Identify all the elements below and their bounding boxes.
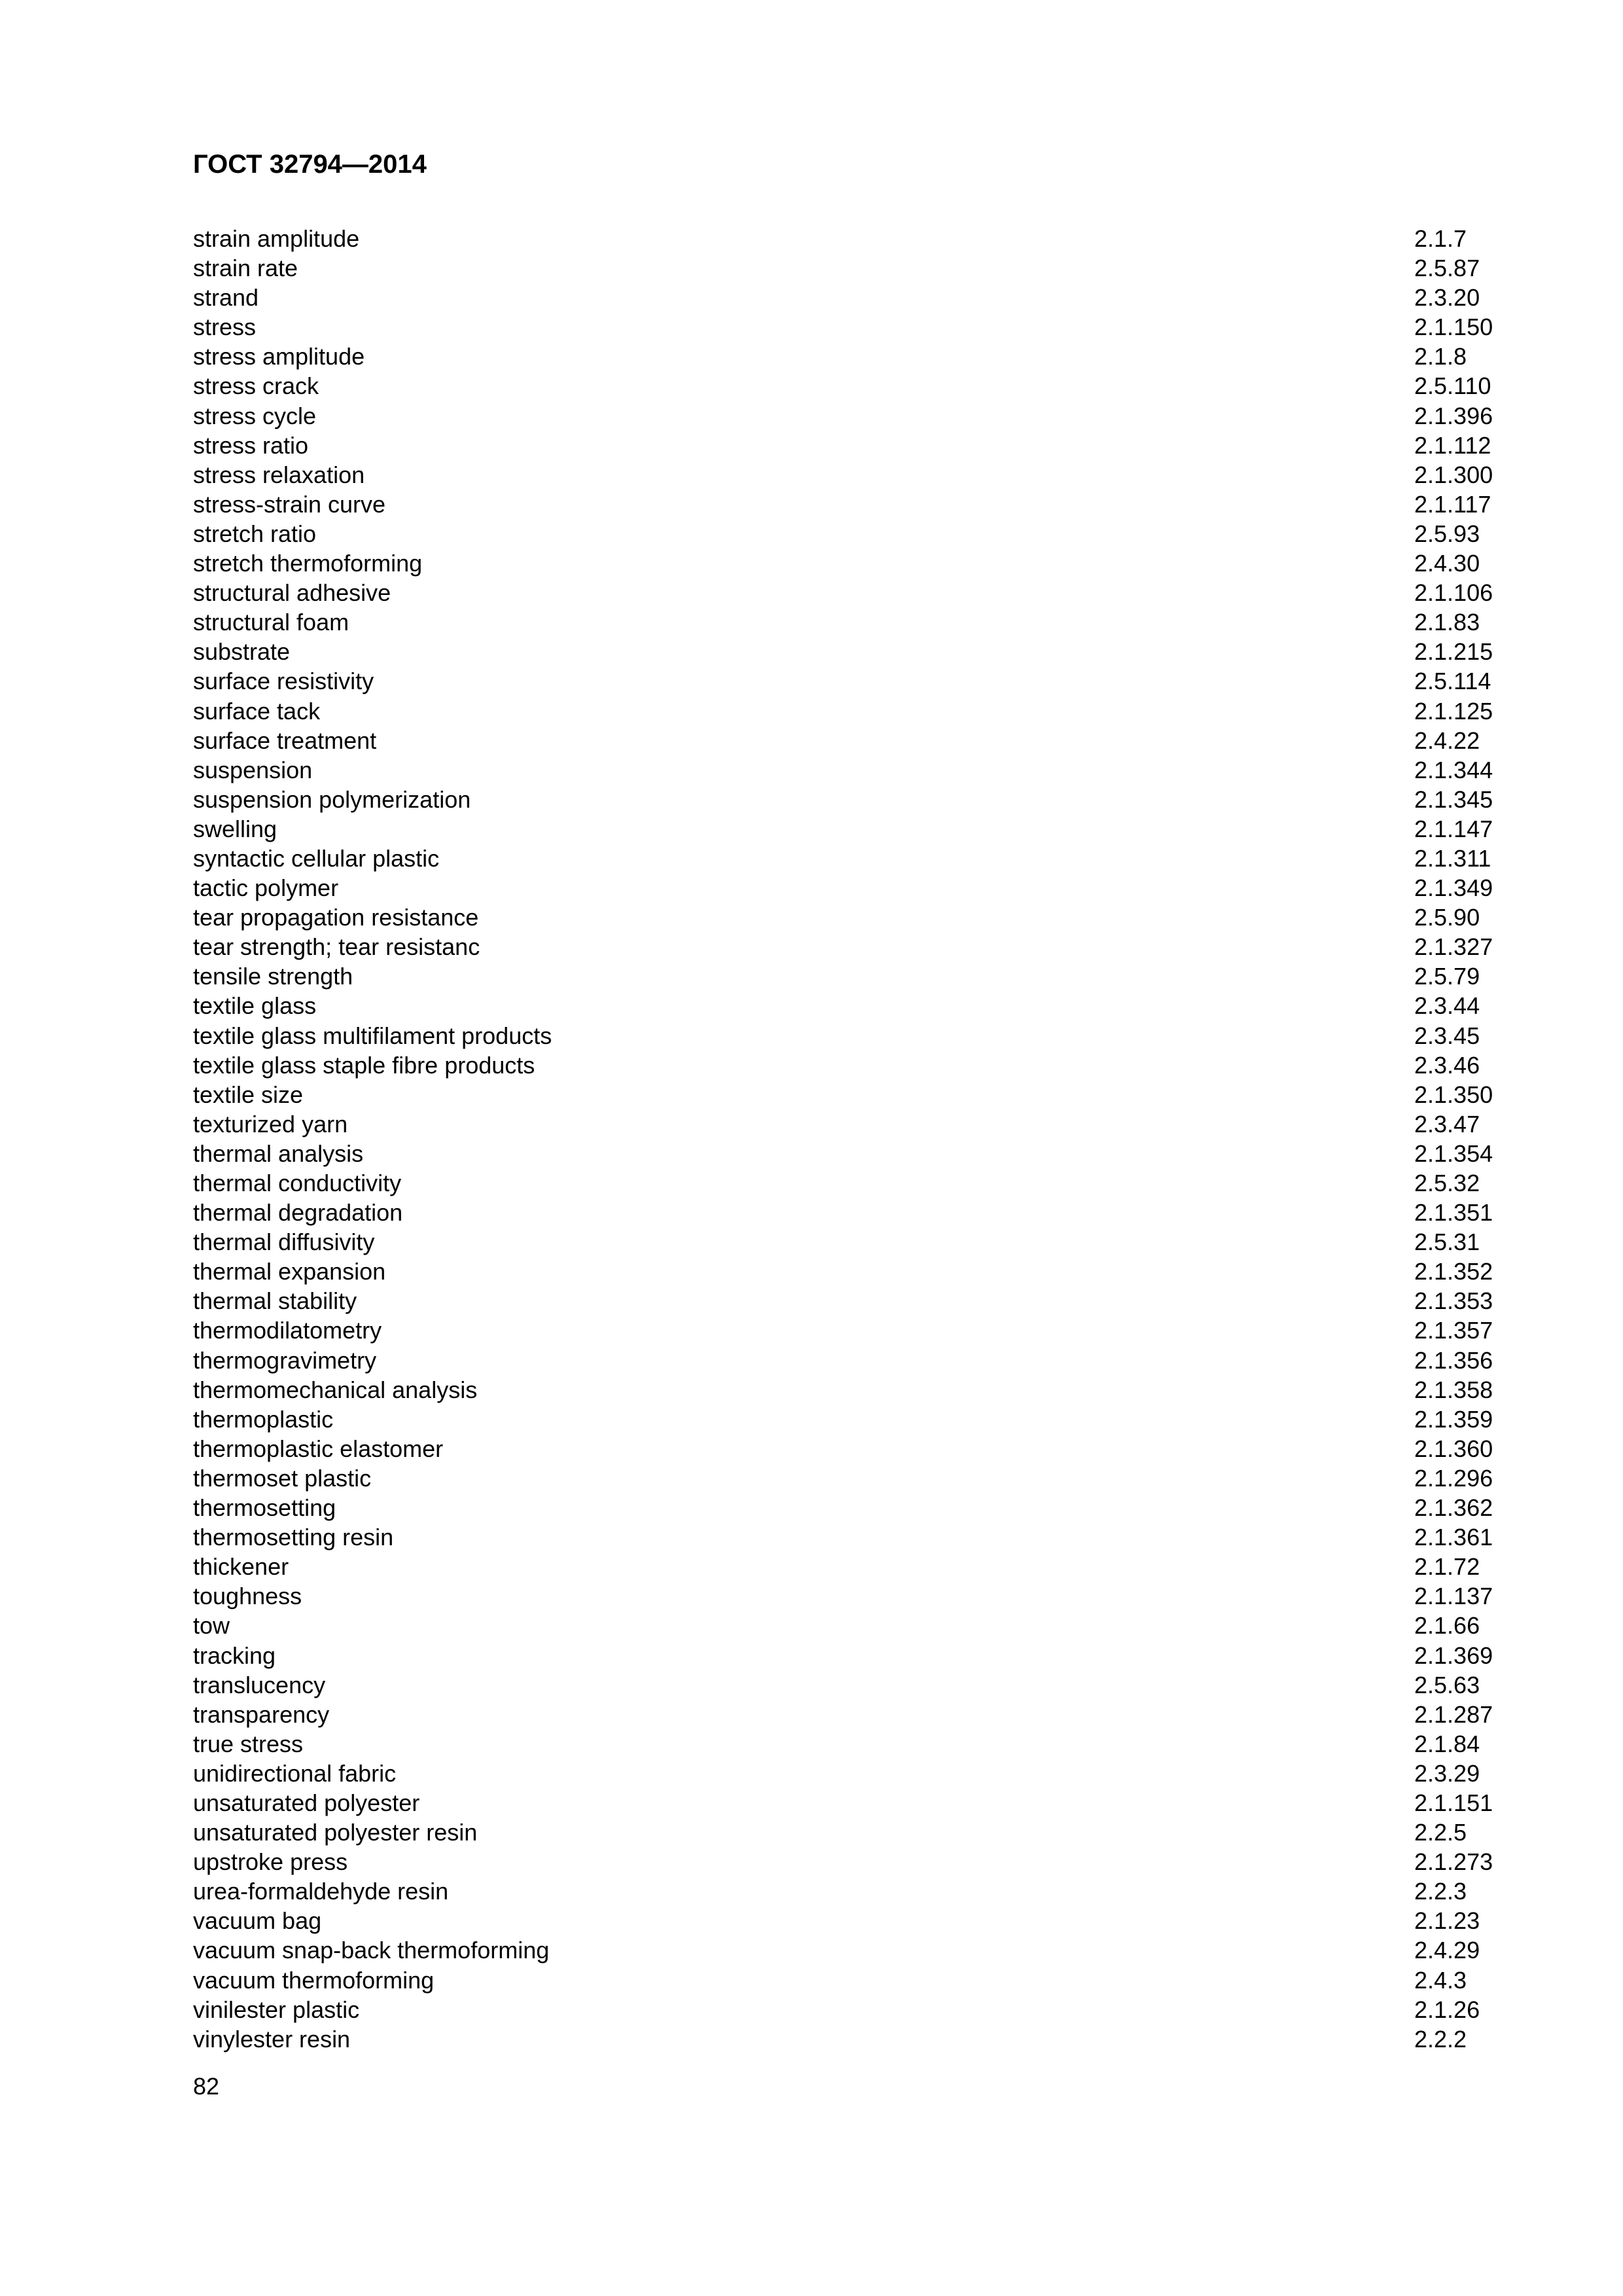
index-entry — [193, 253, 1499, 283]
index-reference: 2.1.215 — [1414, 638, 1493, 666]
index-reference: 2.5.114 — [1414, 668, 1491, 695]
index-entry — [193, 1522, 1499, 1552]
index-term: thermal diffusivity — [193, 1229, 375, 1256]
index-reference: 2.1.151 — [1414, 1789, 1493, 1816]
index-term: suspension — [193, 756, 313, 783]
index-term: upstroke press — [193, 1848, 348, 1876]
index-term: stress amplitude — [193, 343, 365, 370]
index-entry — [193, 1109, 1499, 1139]
index-entry — [193, 755, 1499, 785]
index-reference: 2.1.147 — [1414, 815, 1493, 842]
index-reference: 2.1.361 — [1414, 1524, 1493, 1551]
index-entry — [193, 1405, 1499, 1434]
index-term: thermal conductivity — [193, 1170, 402, 1196]
index-reference: 2.5.87 — [1414, 255, 1480, 282]
index-entry — [193, 312, 1499, 342]
index-reference: 2.1.350 — [1414, 1081, 1493, 1108]
index-reference: 2.1.83 — [1414, 609, 1480, 636]
index-entry — [193, 1641, 1499, 1670]
index-term: thermal stability — [193, 1287, 357, 1315]
index-entry — [193, 1581, 1499, 1611]
index-entry — [193, 696, 1499, 726]
index-reference: 2.1.300 — [1414, 461, 1493, 488]
index-entry — [193, 1552, 1499, 1581]
index-reference: 2.1.353 — [1414, 1287, 1493, 1315]
index-entry — [193, 1995, 1499, 2024]
index-entry — [193, 1198, 1499, 1227]
index-entry — [193, 785, 1499, 814]
index-entry — [193, 1759, 1499, 1788]
index-term: surface resistivity — [193, 668, 374, 695]
index-term: thermal expansion — [193, 1258, 386, 1285]
index-reference: 2.1.327 — [1414, 933, 1493, 961]
index-entry — [193, 548, 1499, 578]
index-term: stress crack — [193, 372, 319, 400]
index-reference: 2.1.296 — [1414, 1464, 1493, 1492]
index-reference: 2.1.344 — [1414, 756, 1493, 783]
index-entry — [193, 1906, 1499, 1935]
index-term: textile size — [193, 1081, 304, 1108]
index-term: thermoplastic — [193, 1405, 334, 1433]
index-reference: 2.3.47 — [1414, 1110, 1480, 1138]
index-reference: 2.4.30 — [1414, 550, 1480, 577]
index-entry — [193, 1493, 1499, 1522]
index-reference: 2.1.106 — [1414, 579, 1493, 607]
index-reference: 2.1.356 — [1414, 1346, 1493, 1374]
index-entry — [193, 224, 1499, 253]
index-reference: 2.3.46 — [1414, 1051, 1480, 1079]
index-entry — [193, 519, 1499, 548]
index-entry — [193, 932, 1499, 961]
index-reference: 2.4.3 — [1414, 1966, 1467, 1994]
index-entry — [193, 1139, 1499, 1168]
index-entry — [193, 342, 1499, 371]
index-term: unidirectional fabric — [193, 1759, 397, 1787]
index-term: thickener — [193, 1553, 289, 1581]
index-entry — [193, 401, 1499, 431]
index-entry — [193, 991, 1499, 1020]
index-entry — [193, 431, 1499, 460]
index-entry — [193, 1050, 1499, 1080]
index-entry — [193, 607, 1499, 637]
index-reference: 2.2.3 — [1414, 1878, 1467, 1905]
index-term: stretch ratio — [193, 520, 317, 547]
index-term: structural foam — [193, 609, 349, 636]
index-reference: 2.1.84 — [1414, 1730, 1480, 1757]
index-entry — [193, 844, 1499, 873]
index-entry — [193, 1286, 1499, 1316]
index-reference: 2.5.31 — [1414, 1229, 1480, 1256]
index-term: stress relaxation — [193, 461, 365, 488]
index-reference: 2.5.110 — [1414, 372, 1491, 400]
index-term: thermoset plastic — [193, 1464, 372, 1492]
index-term: surface treatment — [193, 726, 377, 754]
index-term: transparency — [193, 1700, 330, 1728]
index-entry — [193, 1818, 1499, 1847]
index-term: vacuum bag — [193, 1907, 322, 1935]
index-term: stress-strain curve — [193, 490, 386, 518]
index-term: textile glass — [193, 992, 317, 1020]
index-reference: 2.3.44 — [1414, 992, 1480, 1020]
index-reference: 2.1.150 — [1414, 314, 1493, 341]
index-entry — [193, 1080, 1499, 1109]
index-term: suspension polymerization — [193, 785, 471, 813]
index-reference: 2.1.351 — [1414, 1199, 1493, 1227]
index-reference: 2.1.7 — [1414, 225, 1467, 252]
index-term: thermal analysis — [193, 1139, 364, 1167]
index-reference: 2.3.45 — [1414, 1022, 1480, 1049]
index-reference: 2.1.112 — [1414, 431, 1491, 459]
index-entry — [193, 637, 1499, 666]
index-entry — [193, 283, 1499, 312]
index-entry — [193, 460, 1499, 490]
index-entry — [193, 726, 1499, 755]
index-term: thermodilatometry — [193, 1317, 382, 1344]
index-reference: 2.2.5 — [1414, 1819, 1467, 1846]
index-entry — [193, 903, 1499, 932]
index-term: textile glass staple fibre products — [193, 1051, 535, 1079]
index-entry — [193, 1965, 1499, 1995]
index-term: swelling — [193, 815, 277, 842]
index-reference: 2.1.8 — [1414, 343, 1467, 370]
index-term: thermomechanical analysis — [193, 1376, 478, 1403]
index-term: strand — [193, 284, 259, 312]
index-reference: 2.2.2 — [1414, 2025, 1467, 2053]
index-term: textile glass multifilament products — [193, 1022, 552, 1049]
index-entry — [193, 1788, 1499, 1818]
index-reference: 2.1.349 — [1414, 874, 1493, 902]
page-number: 82 — [193, 2073, 220, 2100]
index-term: stretch thermoforming — [193, 550, 423, 577]
document-header: ГОСТ 32794—2014 — [193, 150, 427, 179]
index-entry — [193, 2024, 1499, 2054]
term-index-list — [193, 224, 1499, 2054]
index-entry — [193, 1729, 1499, 1759]
index-reference: 2.1.360 — [1414, 1435, 1493, 1462]
index-reference: 2.1.117 — [1414, 490, 1491, 518]
index-reference: 2.1.369 — [1414, 1641, 1493, 1669]
index-term: substrate — [193, 638, 291, 666]
index-reference: 2.1.273 — [1414, 1848, 1493, 1876]
index-entry — [193, 1375, 1499, 1405]
index-entry — [193, 1611, 1499, 1640]
index-reference: 2.1.72 — [1414, 1553, 1480, 1581]
index-term: thermoplastic elastomer — [193, 1435, 444, 1462]
index-reference: 2.1.66 — [1414, 1612, 1480, 1640]
index-term: unsaturated polyester — [193, 1789, 420, 1816]
index-term: thermal degradation — [193, 1199, 403, 1227]
index-entry — [193, 961, 1499, 991]
index-term: thermosetting — [193, 1494, 336, 1522]
index-entry — [193, 1346, 1499, 1375]
index-reference: 2.1.358 — [1414, 1376, 1493, 1403]
index-term: unsaturated polyester resin — [193, 1819, 478, 1846]
index-reference: 2.1.137 — [1414, 1583, 1493, 1610]
index-term: strain rate — [193, 255, 298, 282]
index-reference: 2.3.29 — [1414, 1759, 1480, 1787]
index-term: stress cycle — [193, 402, 317, 429]
index-entry — [193, 666, 1499, 696]
index-term: tow — [193, 1612, 230, 1640]
index-entry — [193, 1316, 1499, 1345]
index-term: structural adhesive — [193, 579, 391, 607]
index-entry — [193, 1935, 1499, 1965]
index-term: vinylester resin — [193, 2025, 351, 2053]
index-reference: 2.5.63 — [1414, 1671, 1480, 1698]
index-entry — [193, 1876, 1499, 1906]
index-entry — [193, 490, 1499, 519]
index-term: vacuum snap-back thermoforming — [193, 1937, 550, 1964]
index-entry — [193, 1434, 1499, 1463]
index-term: tear strength; tear resistanc — [193, 933, 480, 961]
index-reference: 2.5.93 — [1414, 520, 1480, 547]
index-term: toughness — [193, 1583, 302, 1610]
index-reference: 2.5.32 — [1414, 1170, 1480, 1196]
index-term: syntactic cellular plastic — [193, 844, 440, 872]
index-entry — [193, 371, 1499, 401]
index-term: stress ratio — [193, 431, 309, 459]
index-term: surface tack — [193, 697, 321, 725]
index-entry — [193, 1700, 1499, 1729]
index-reference: 2.1.26 — [1414, 1996, 1480, 2023]
index-term: strain amplitude — [193, 225, 360, 252]
index-reference: 2.1.357 — [1414, 1317, 1493, 1344]
index-reference: 2.1.359 — [1414, 1405, 1493, 1433]
index-reference: 2.1.362 — [1414, 1494, 1493, 1522]
index-term: tactic polymer — [193, 874, 339, 902]
index-reference: 2.1.345 — [1414, 785, 1493, 813]
index-term: urea-formaldehyde resin — [193, 1878, 449, 1905]
index-reference: 2.1.287 — [1414, 1700, 1493, 1728]
index-term: thermosetting resin — [193, 1524, 394, 1551]
index-reference: 2.1.125 — [1414, 697, 1493, 725]
index-entry — [193, 1847, 1499, 1876]
index-entry — [193, 873, 1499, 903]
index-term: translucency — [193, 1671, 326, 1698]
index-reference: 2.5.79 — [1414, 963, 1480, 990]
index-entry — [193, 1257, 1499, 1286]
index-entry — [193, 1021, 1499, 1050]
index-reference: 2.4.29 — [1414, 1937, 1480, 1964]
index-reference: 2.1.311 — [1414, 844, 1491, 872]
index-reference: 2.1.396 — [1414, 402, 1493, 429]
index-reference: 2.1.354 — [1414, 1139, 1493, 1167]
index-term: vacuum thermoforming — [193, 1966, 435, 1994]
index-term: vinilester plastic — [193, 1996, 360, 2023]
index-term: texturized yarn — [193, 1110, 348, 1138]
index-entry — [193, 1670, 1499, 1700]
index-reference: 2.4.22 — [1414, 726, 1480, 754]
index-term: tear propagation resistance — [193, 904, 479, 931]
index-term: tensile strength — [193, 963, 353, 990]
index-entry — [193, 1227, 1499, 1257]
index-term: true stress — [193, 1730, 304, 1757]
index-entry — [193, 578, 1499, 607]
index-reference: 2.3.20 — [1414, 284, 1480, 312]
index-reference: 2.5.90 — [1414, 904, 1480, 931]
index-reference: 2.1.23 — [1414, 1907, 1480, 1935]
index-entry — [193, 1463, 1499, 1493]
index-term: thermogravimetry — [193, 1346, 377, 1374]
index-entry — [193, 1168, 1499, 1198]
index-reference: 2.1.352 — [1414, 1258, 1493, 1285]
index-term: stress — [193, 314, 257, 341]
index-term: tracking — [193, 1641, 276, 1669]
index-entry — [193, 814, 1499, 844]
